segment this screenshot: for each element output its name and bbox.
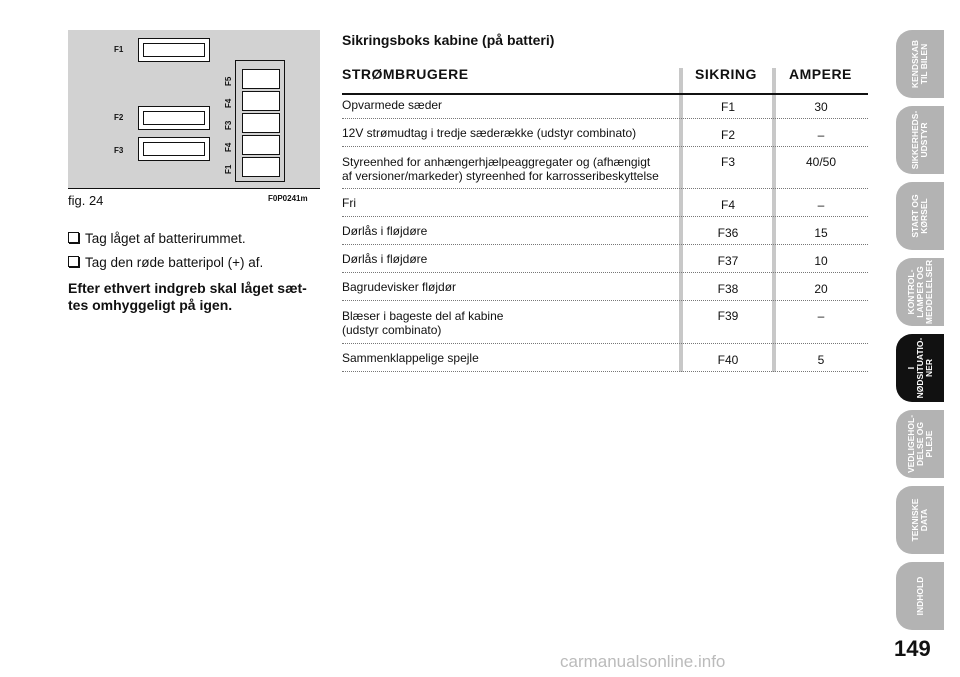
consumer-cell: Blæser i bageste del af kabine (342, 309, 504, 323)
consumer-cell: Styreenhed for anhængerhjælpeaggregater og (afhængigt (342, 155, 651, 169)
consumer-cell: Dørlås i fløjdøre (342, 224, 428, 238)
consumer-cell-line2: af versioner/markeder) styreenhed for karrosseribeskyttelse (342, 169, 659, 183)
instruction-1: Tag låget af batterirummet. (68, 231, 246, 246)
fuse-block-vertical (235, 60, 285, 182)
fuse-label-f3: F3 (114, 146, 124, 155)
warning-text: Efter ethvert indgreb skal låget sæt- tes omhyggeligt på igen. (68, 280, 307, 313)
fuse-f1 (138, 38, 210, 62)
fuse-label-v4: F4 (224, 142, 233, 152)
ampere-cell: 20 (814, 282, 828, 296)
consumer-cell: 12V strømudtag i tredje sæderække (udstyr combinato) (342, 126, 637, 140)
tab-kendskab[interactable]: KENDSKAB TIL BILEN (896, 30, 944, 98)
tab-kontrollamper[interactable]: KONTROL- LAMPER OG MEDDELELSER (896, 258, 944, 326)
consumer-cell: Opvarmede sæder (342, 98, 443, 112)
fuse-cell: F1 (720, 100, 735, 114)
tab-tekniske-data[interactable]: TEKNISKE DATA (896, 486, 944, 554)
ampere-cell: – (817, 198, 825, 212)
figure-code: F0P0241m (268, 194, 308, 203)
page-number: 149 (894, 636, 931, 661)
fuse-cell: F2 (720, 128, 735, 142)
tab-indhold[interactable]: INDHOLD (896, 562, 944, 630)
instruction-2: Tag den røde batteripol (+) af. (68, 255, 263, 270)
watermark: carmanualsonline.info (560, 652, 726, 671)
figure-caption: fig. 24 (68, 193, 104, 208)
header-ampere: AMPERE (789, 66, 852, 82)
bullet-box-icon (68, 256, 79, 267)
figure-rule (68, 188, 320, 189)
tab-nodsituationer[interactable]: I NØDSITUATIO- NER (896, 334, 944, 402)
tab-sikkerhedsudstyr[interactable]: SIKKERHEDS- UDSTYR (896, 106, 944, 174)
fuse-label-v1: F5 (224, 76, 233, 86)
section-heading: Sikringsboks kabine (på batteri) (342, 32, 555, 48)
header-fuse: SIKRING (695, 66, 757, 82)
fuse-label-f1: F1 (114, 45, 124, 54)
column-bar-left (679, 68, 683, 372)
ampere-cell: 10 (814, 254, 828, 268)
ampere-cell: 5 (817, 353, 825, 367)
fuse-cell: F40 (717, 353, 739, 367)
consumer-cell: Fri (342, 196, 356, 210)
ampere-cell: – (817, 309, 825, 323)
header-consumers: STRØMBRUGERE (342, 66, 469, 82)
fuse-cell: F37 (717, 254, 739, 268)
consumer-cell: Dørlås i fløjdøre (342, 252, 428, 266)
consumer-cell-line2: (udstyr combinato) (342, 323, 442, 337)
fuse-cell: F3 (720, 155, 735, 169)
fuse-label-v2: F4 (224, 98, 233, 108)
fuse-cell: F38 (717, 282, 739, 296)
bullet-box-icon (68, 232, 79, 243)
tab-vedligeholdelse[interactable]: VEDLIGEHOL- DELSE OG PLEJE (896, 410, 944, 478)
fuse-cell: F36 (717, 226, 739, 240)
header-rule (342, 93, 868, 95)
ampere-cell: 40/50 (805, 155, 837, 169)
consumer-cell: Sammenklappelige spejle (342, 351, 479, 365)
ampere-cell: 15 (814, 226, 828, 240)
fuse-label-v5: F1 (224, 164, 233, 174)
column-bar-right (772, 68, 776, 372)
fuse-label-v3: F3 (224, 120, 233, 130)
consumer-cell: Bagrudevisker fløjdør (342, 280, 457, 294)
fuse-cell: F39 (717, 309, 739, 323)
fuse-f2 (138, 106, 210, 130)
ampere-cell: – (817, 128, 825, 142)
ampere-cell: 30 (814, 100, 828, 114)
tab-start-og-korsel[interactable]: START OG KØRSEL (896, 182, 944, 250)
fuse-cell: F4 (720, 198, 735, 212)
fuse-box-figure (68, 30, 320, 188)
fuse-label-f2: F2 (114, 113, 124, 122)
fuse-f3 (138, 137, 210, 161)
